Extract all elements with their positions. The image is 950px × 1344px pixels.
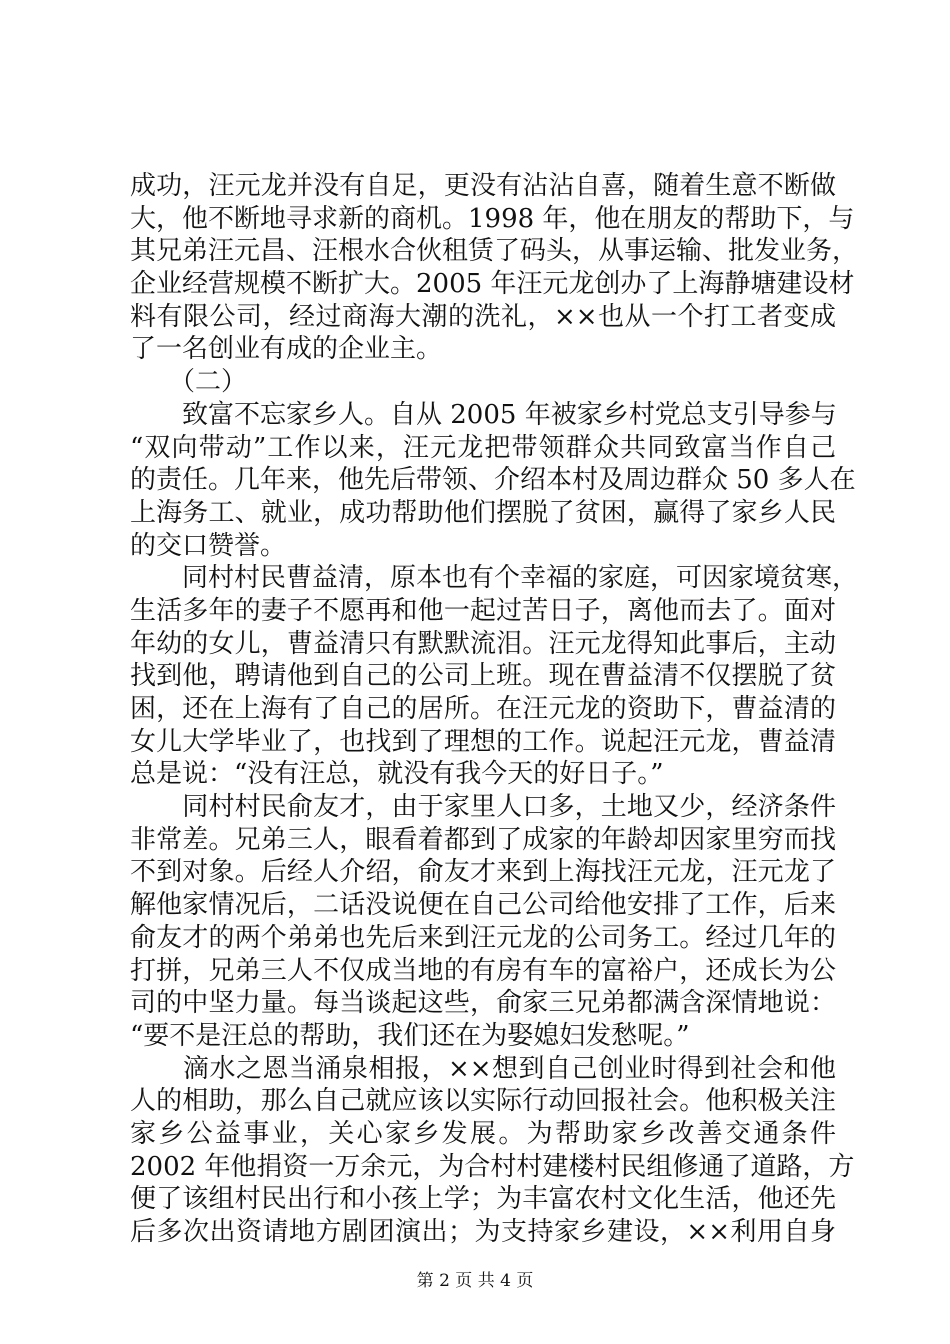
document-body [130,170,859,1249]
text-line: 生活多年的妻子不愿再和他一起过苦日子，离他而去了。面对 [130,595,836,626]
text-line: 不到对象。后经人介绍，俞友才来到上海找汪元龙，汪元龙了 [130,857,836,888]
text-line: 打拼，兄弟三人不仅成当地的有房有车的富裕户，还成长为公 [130,955,836,986]
text-line: 女儿大学毕业了，也找到了理想的工作。说起汪元龙，曹益清 [130,726,836,757]
text-line: 致富不忘家乡人。自从 2005 年被家乡村党总支引导参与 [130,399,837,430]
text-line: “双向带动”工作以来，汪元龙把带领群众共同致富当作自己 [130,432,836,463]
text-line: 解他家情况后，二话没说便在自己公司给他安排了工作，后来 [130,890,836,921]
text-line: 家乡公益事业，关心家乡发展。为帮助家乡改善交通条件 [130,1118,836,1149]
text-line: 年幼的女儿，曹益清只有默默流泪。汪元龙得知此事后，主动 [130,628,836,659]
text-line: 俞友才的两个弟弟也先后来到汪元龙的公司务工。经过几年的 [130,922,836,953]
text-line: 司的中坚力量。每当谈起这些，俞家三兄弟都满含深情地说： [130,988,836,1019]
text-line: 滴水之恩当涌泉相报，××想到自己创业时得到社会和他 [130,1053,836,1084]
text-line: 找到他，聘请他到自己的公司上班。现在曹益清不仅摆脱了贫 [130,661,836,692]
text-line: 的责任。几年来，他先后带领、介绍本村及周边群众 50 多人在 [130,465,856,496]
text-line: 企业经营规模不断扩大。2005 年汪元龙创办了上海静塘建设材 [130,269,855,300]
text-line: 非常差。兄弟三人，眼看着都到了成家的年龄却因家里穷而找 [130,824,836,855]
text-line: 了一名创业有成的企业主。 [130,334,443,365]
text-line: 人的相助，那么自己就应该以实际行动回报社会。他积极关注 [130,1086,836,1117]
text-line: 后多次出资请地方剧团演出；为支持家乡建设，××利用自身 [130,1217,836,1247]
text-line: 大，他不断地寻求新的商机。1998 年，他在朋友的帮助下，与 [130,203,855,234]
text-line: 料有限公司，经过商海大潮的洗礼，××也从一个打工者变成 [130,301,836,332]
text-line: 其兄弟汪元昌、汪根水合伙租赁了码头，从事运输、批发业务， [130,236,859,267]
text-line: 的交口赞誉。 [130,530,287,561]
text-line: 成功，汪元龙并没有自足，更没有沾沾自喜，随着生意不断做 [130,171,836,201]
text-line: 困，还在上海有了自己的居所。在汪元龙的资助下，曹益清的 [130,694,836,724]
text-line: （二） [130,367,248,398]
text-line: 总是说：“没有汪总，就没有我今天的好日子。” [130,759,664,790]
text-line: 同村村民俞友才，由于家里人口多，土地又少，经济条件 [130,792,836,823]
text-line: “要不是汪总的帮助，我们还在为娶媳妇发愁呢。” [130,1020,690,1051]
text-line: 2002 年他捐资一万余元，为合村村建楼村民组修通了道路，方 [130,1151,855,1182]
text-line: 便了该组村民出行和小孩上学；为丰富农村文化生活，他还先 [130,1184,836,1215]
text-line: 上海务工、就业，成功帮助他们摆脱了贫困，赢得了家乡人民 [130,497,836,528]
text-line: 同村村民曹益清，原本也有个幸福的家庭，可因家境贫寒， [130,563,859,594]
page-footer: 第 2 页 共 4 页 [416,1271,534,1291]
